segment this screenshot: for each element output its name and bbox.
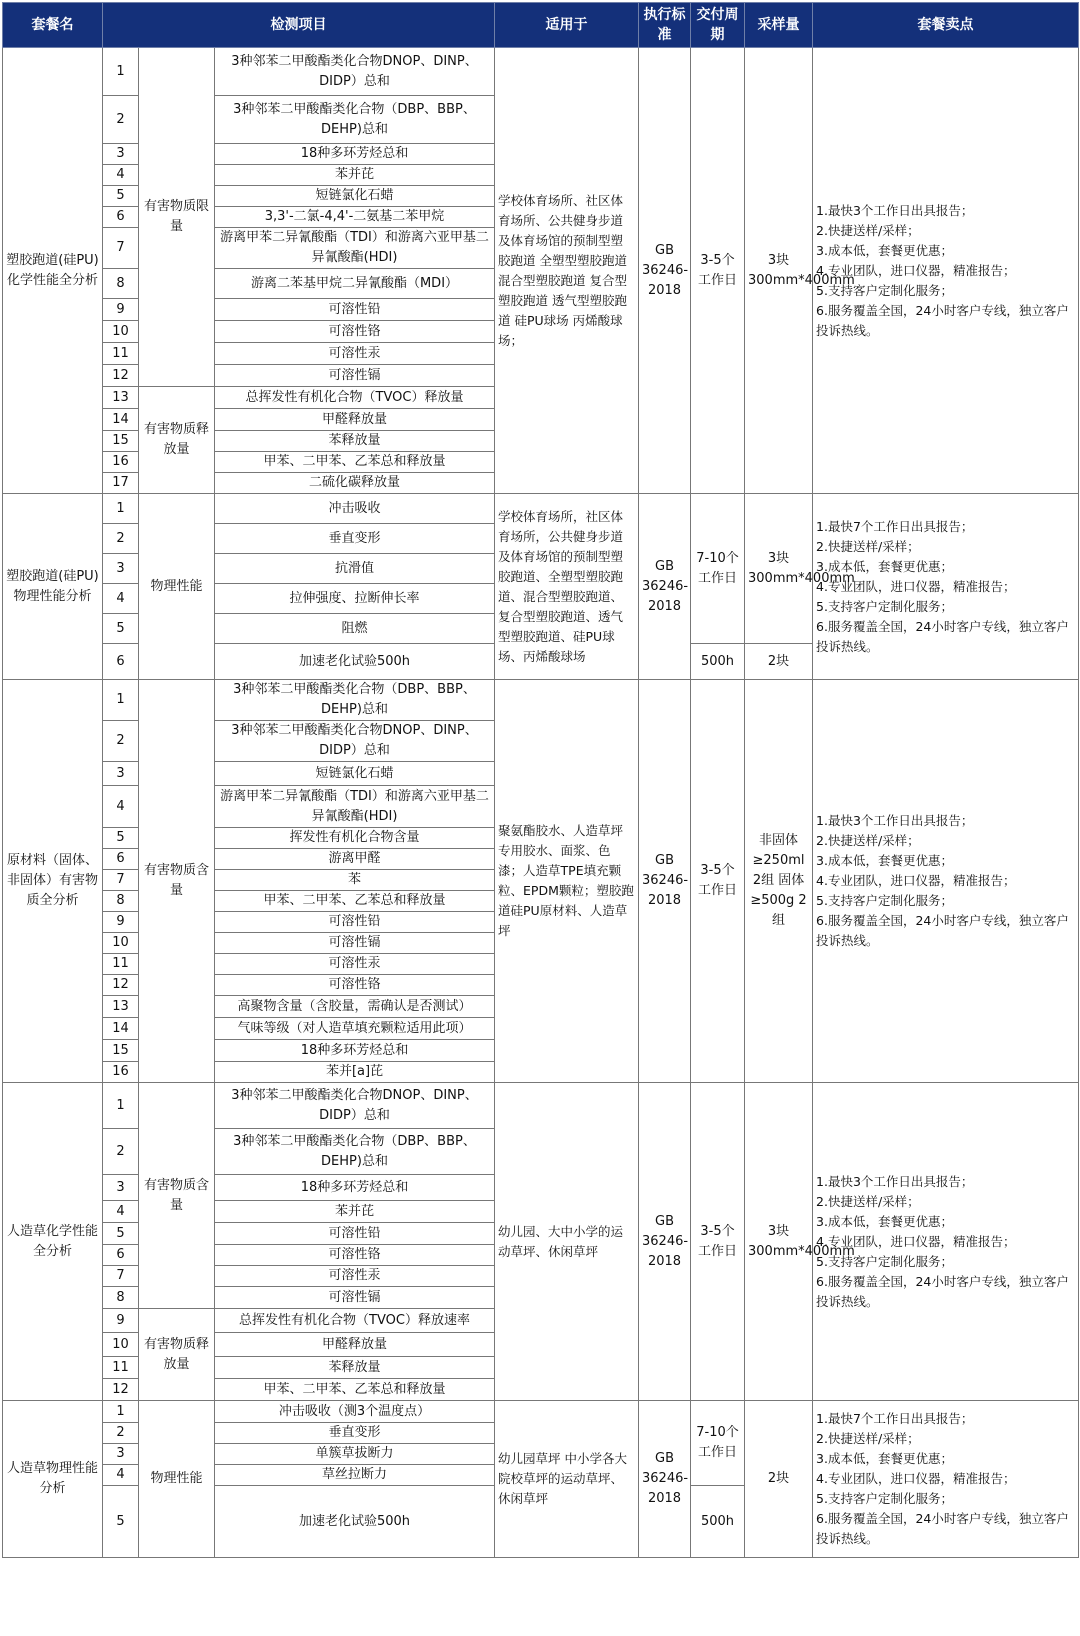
selling-point: 5.支持客户定制化服务； <box>816 1491 953 1506</box>
item-number: 5 <box>103 828 139 849</box>
item-number: 3 <box>103 762 139 786</box>
item-number: 2 <box>103 721 139 762</box>
item-number: 10 <box>103 1333 139 1357</box>
item-number: 6 <box>103 1245 139 1266</box>
selling-point: 4.专业团队，进口仪器，精准报告； <box>816 262 1016 278</box>
item-name: 拉伸强度、拉断伸长率 <box>215 584 495 614</box>
item-number: 14 <box>103 1018 139 1040</box>
sample: 非固体≥250ml 2组 固体≥500g 2组 <box>745 680 813 1083</box>
item-number: 1 <box>103 494 139 524</box>
selling-point: 1.最快7个工作日出具报告； <box>816 518 974 534</box>
applies-to: 学校体育场所、社区体育场所、公共健身步道及体育场馆的预制型塑胶跑道 全塑型塑胶跑道 混合型塑胶跑道 复合型塑胶跑道 透气型塑胶跑道 硅PU球场 丙烯酸球场； <box>495 48 639 494</box>
item-number: 11 <box>103 954 139 975</box>
item-number: 8 <box>103 891 139 912</box>
item-name: 可溶性汞 <box>215 1266 495 1287</box>
selling-point: 4.专业团队，进口仪器，精准报告； <box>816 578 1016 594</box>
item-number: 2 <box>103 1129 139 1175</box>
cycle: 7-10个工作日 <box>691 1401 745 1486</box>
selling-point: 6.服务覆盖全国，24小时客户专线，独立客户投诉热线。 <box>816 1273 1069 1309</box>
item-name: 垂直变形 <box>215 1423 495 1444</box>
header-selling: 套餐卖点 <box>813 3 1079 48</box>
item-number: 4 <box>103 786 139 828</box>
item-name: 可溶性铅 <box>215 912 495 933</box>
item-number: 5 <box>103 1223 139 1245</box>
item-name: 3种邻苯二甲酸酯类化合物（DBP、BBP、DEHP)总和 <box>215 1129 495 1175</box>
selling-point: 4.专业团队，进口仪器，精准报告； <box>816 1233 1016 1249</box>
item-number: 6 <box>103 644 139 680</box>
item-name: 苯释放量 <box>215 1357 495 1379</box>
selling-points <box>813 1083 1079 1401</box>
selling-point: 1.最快7个工作日出具报告； <box>816 1411 974 1426</box>
selling-point: 6.服务覆盖全国，24小时客户专线，独立客户投诉热线。 <box>816 302 1069 338</box>
applies-to: 聚氨酯胶水、人造草坪专用胶水、面浆、色漆；人造草TPE填充颗粒、EPDM颗粒；塑胶跑道硅PU原材料、人造草坪 <box>495 680 639 1083</box>
standard: GB 36246-2018 <box>639 1083 691 1401</box>
item-name: 苯 <box>215 870 495 891</box>
item-number: 12 <box>103 365 139 387</box>
item-number: 7 <box>103 228 139 269</box>
item-name: 可溶性汞 <box>215 954 495 975</box>
item-name: 甲醛释放量 <box>215 1333 495 1357</box>
category: 有害物质含量 <box>139 680 215 1083</box>
item-name: 可溶性铬 <box>215 975 495 996</box>
item-name: 可溶性镉 <box>215 933 495 954</box>
item-number: 5 <box>103 614 139 644</box>
item-name: 冲击吸收 <box>215 494 495 524</box>
sample: 3块300mm*400mm <box>745 1083 813 1401</box>
item-name: 游离甲醛 <box>215 849 495 870</box>
item-name: 游离甲苯二异氰酸酯（TDI）和游离六亚甲基二异氰酸酯(HDI) <box>215 786 495 828</box>
item-number: 2 <box>103 1423 139 1444</box>
applies-to: 幼儿园、大中小学的运动草坪、休闲草坪 <box>495 1083 639 1401</box>
item-number: 16 <box>103 1062 139 1083</box>
cycle: 3-5个工作日 <box>691 680 745 1083</box>
item-name: 加速老化试验500h <box>215 644 495 680</box>
item-name: 3种邻苯二甲酸酯类化合物DNOP、DINP、DIDP）总和 <box>215 721 495 762</box>
cycle: 7-10个工作日 <box>691 494 745 644</box>
cycle-last: 500h <box>691 1486 745 1558</box>
item-name: 可溶性镉 <box>215 1287 495 1309</box>
item-name: 可溶性铬 <box>215 321 495 343</box>
item-number: 11 <box>103 1357 139 1379</box>
item-number: 3 <box>103 1175 139 1201</box>
category: 有害物质含量 <box>139 1083 215 1309</box>
item-number: 9 <box>103 912 139 933</box>
item-name: 可溶性铅 <box>215 1223 495 1245</box>
selling-point: 3.成本低，套餐更优惠； <box>816 242 953 258</box>
item-number: 4 <box>103 584 139 614</box>
item-name: 苯并芘 <box>215 1201 495 1223</box>
item-number: 5 <box>103 1486 139 1558</box>
header-package: 套餐名 <box>3 3 103 48</box>
selling-point: 5.支持客户定制化服务； <box>816 282 953 298</box>
item-name: 草丝拉断力 <box>215 1465 495 1486</box>
item-number: 10 <box>103 321 139 343</box>
item-number: 3 <box>103 144 139 165</box>
cycle-last: 500h <box>691 644 745 680</box>
item-name: 阻燃 <box>215 614 495 644</box>
cycle: 3-5个工作日 <box>691 48 745 494</box>
sample: 2块 <box>745 1401 813 1558</box>
item-number: 12 <box>103 1379 139 1401</box>
item-name: 单簇草拔断力 <box>215 1444 495 1465</box>
item-name: 苯释放量 <box>215 431 495 452</box>
selling-point: 2.快捷送样/采样； <box>816 538 920 554</box>
item-name: 加速老化试验500h <box>215 1486 495 1558</box>
table-row <box>3 1083 1079 1129</box>
item-number: 10 <box>103 933 139 954</box>
selling-points <box>813 494 1079 680</box>
item-number: 2 <box>103 96 139 144</box>
sample: 3块300mm*400mm <box>745 494 813 644</box>
package-name: 塑胶跑道(硅PU)化学性能全分析 <box>3 48 103 494</box>
applies-to: 学校体育场所，社区体育场所，公共健身步道及体育场馆的预制型塑胶跑道、全塑型塑胶跑道、混合型塑胶跑道、复合型塑胶跑道、透气型塑胶跑道、硅PU球场、丙烯酸球场 <box>495 494 639 680</box>
package-name: 塑胶跑道(硅PU)物理性能分析 <box>3 494 103 680</box>
item-name: 3种邻苯二甲酸酯类化合物（DBP、BBP、DEHP)总和 <box>215 96 495 144</box>
item-name: 可溶性铅 <box>215 299 495 321</box>
item-number: 1 <box>103 1401 139 1423</box>
selling-point: 3.成本低，套餐更优惠； <box>816 1213 953 1229</box>
category: 有害物质限量 <box>139 48 215 387</box>
item-number: 3 <box>103 554 139 584</box>
selling-points <box>813 1401 1079 1558</box>
item-number: 15 <box>103 431 139 452</box>
item-name: 二硫化碳释放量 <box>215 473 495 494</box>
item-number: 3 <box>103 1444 139 1465</box>
package-name: 人造草物理性能分析 <box>3 1401 103 1558</box>
item-name: 游离甲苯二异氰酸酯（TDI）和游离六亚甲基二异氰酸酯(HDI) <box>215 228 495 269</box>
table-body <box>3 48 1079 1558</box>
category: 有害物质释放量 <box>139 387 215 494</box>
selling-point: 2.快捷送样/采样； <box>816 222 920 238</box>
header-cycle: 交付周期 <box>691 3 745 48</box>
item-name: 高聚物含量（含胶量，需确认是否测试） <box>215 996 495 1018</box>
selling-point: 2.快捷送样/采样； <box>816 1431 920 1446</box>
item-name: 甲苯、二甲苯、乙苯总和释放量 <box>215 452 495 473</box>
item-name: 3,3'-二氯-4,4'-二氨基二苯甲烷 <box>215 207 495 228</box>
item-name: 3种邻苯二甲酸酯类化合物DNOP、DINP、DIDP）总和 <box>215 48 495 96</box>
item-number: 9 <box>103 299 139 321</box>
item-number: 14 <box>103 409 139 431</box>
cycle: 3-5个工作日 <box>691 1083 745 1401</box>
selling-point: 3.成本低，套餐更优惠； <box>816 1451 953 1466</box>
item-number: 5 <box>103 186 139 207</box>
selling-point: 5.支持客户定制化服务； <box>816 893 953 908</box>
table-row <box>3 48 1079 96</box>
item-name: 可溶性铬 <box>215 1245 495 1266</box>
item-name: 气味等级（对人造草填充颗粒适用此项） <box>215 1018 495 1040</box>
selling-points <box>813 48 1079 494</box>
item-name: 挥发性有机化合物含量 <box>215 828 495 849</box>
item-number: 4 <box>103 1465 139 1486</box>
item-name: 冲击吸收（测3个温度点） <box>215 1401 495 1423</box>
selling-point: 4.专业团队，进口仪器，精准报告； <box>816 873 1016 888</box>
table-row <box>3 680 1079 721</box>
selling-points <box>813 680 1079 1083</box>
standard: GB 36246-2018 <box>639 680 691 1083</box>
item-name: 游离二苯基甲烷二异氰酸酯（MDI） <box>215 269 495 299</box>
item-number: 8 <box>103 269 139 299</box>
item-name: 可溶性镉 <box>215 365 495 387</box>
item-number: 13 <box>103 996 139 1018</box>
selling-point: 6.服务覆盖全国，24小时客户专线，独立客户投诉热线。 <box>816 1511 1069 1546</box>
header-applies: 适用于 <box>495 3 639 48</box>
item-number: 1 <box>103 48 139 96</box>
item-name: 甲苯、二甲苯、乙苯总和释放量 <box>215 1379 495 1401</box>
applies-to: 幼儿园草坪 中小学各大院校草坪的运动草坪、休闲草坪 <box>495 1401 639 1558</box>
selling-point: 6.服务覆盖全国，24小时客户专线，独立客户投诉热线。 <box>816 913 1069 948</box>
selling-point: 1.最快3个工作日出具报告； <box>816 813 974 828</box>
item-name: 18种多环芳烃总和 <box>215 144 495 165</box>
item-name: 总挥发性有机化合物（TVOC）释放量 <box>215 387 495 409</box>
standard: GB 36246-2018 <box>639 494 691 680</box>
item-name: 垂直变形 <box>215 524 495 554</box>
sample-last: 2块 <box>745 644 813 680</box>
item-number: 16 <box>103 452 139 473</box>
item-number: 1 <box>103 680 139 721</box>
item-number: 2 <box>103 524 139 554</box>
item-number: 9 <box>103 1309 139 1333</box>
selling-point: 4.专业团队，进口仪器，精准报告； <box>816 1471 1016 1486</box>
item-name: 18种多环芳烃总和 <box>215 1040 495 1062</box>
header-sample: 采样量 <box>745 3 813 48</box>
item-number: 12 <box>103 975 139 996</box>
item-number: 11 <box>103 343 139 365</box>
item-name: 18种多环芳烃总和 <box>215 1175 495 1201</box>
selling-point: 3.成本低，套餐更优惠； <box>816 558 953 574</box>
item-number: 7 <box>103 1266 139 1287</box>
item-name: 甲醛释放量 <box>215 409 495 431</box>
item-number: 15 <box>103 1040 139 1062</box>
selling-point: 1.最快3个工作日出具报告； <box>816 202 974 218</box>
item-name: 短链氯化石蜡 <box>215 762 495 786</box>
item-number: 4 <box>103 1201 139 1223</box>
item-name: 短链氯化石蜡 <box>215 186 495 207</box>
item-name: 3种邻苯二甲酸酯类化合物（DBP、BBP、DEHP)总和 <box>215 680 495 721</box>
sample: 3块300mm*400mm <box>745 48 813 494</box>
item-number: 1 <box>103 1083 139 1129</box>
selling-point: 5.支持客户定制化服务； <box>816 598 953 614</box>
package-table <box>2 2 1079 1558</box>
header-standard: 执行标准 <box>639 3 691 48</box>
item-name: 苯并芘 <box>215 165 495 186</box>
category: 物理性能 <box>139 494 215 680</box>
item-name: 3种邻苯二甲酸酯类化合物DNOP、DINP、DIDP）总和 <box>215 1083 495 1129</box>
header-row <box>3 3 1079 48</box>
item-number: 7 <box>103 870 139 891</box>
package-name: 原材料（固体、非固体）有害物质全分析 <box>3 680 103 1083</box>
item-name: 苯并[a]芘 <box>215 1062 495 1083</box>
item-number: 13 <box>103 387 139 409</box>
standard: GB 36246-2018 <box>639 48 691 494</box>
selling-point: 5.支持客户定制化服务； <box>816 1253 953 1269</box>
item-name: 甲苯、二甲苯、乙苯总和释放量 <box>215 891 495 912</box>
standard: GB 36246-2018 <box>639 1401 691 1558</box>
item-number: 4 <box>103 165 139 186</box>
table-row <box>3 1401 1079 1423</box>
item-name: 总挥发性有机化合物（TVOC）释放速率 <box>215 1309 495 1333</box>
package-name: 人造草化学性能全分析 <box>3 1083 103 1401</box>
selling-point: 2.快捷送样/采样； <box>816 833 920 848</box>
item-number: 17 <box>103 473 139 494</box>
header-items: 检测项目 <box>103 3 495 48</box>
item-name: 可溶性汞 <box>215 343 495 365</box>
selling-point: 2.快捷送样/采样； <box>816 1193 920 1209</box>
category: 有害物质释放量 <box>139 1309 215 1401</box>
item-number: 8 <box>103 1287 139 1309</box>
item-number: 6 <box>103 849 139 870</box>
table-row <box>3 494 1079 524</box>
item-name: 抗滑值 <box>215 554 495 584</box>
selling-point: 1.最快3个工作日出具报告； <box>816 1173 974 1189</box>
selling-point: 3.成本低，套餐更优惠； <box>816 853 953 868</box>
category: 物理性能 <box>139 1401 215 1558</box>
item-number: 6 <box>103 207 139 228</box>
selling-point: 6.服务覆盖全国，24小时客户专线，独立客户投诉热线。 <box>816 618 1069 654</box>
